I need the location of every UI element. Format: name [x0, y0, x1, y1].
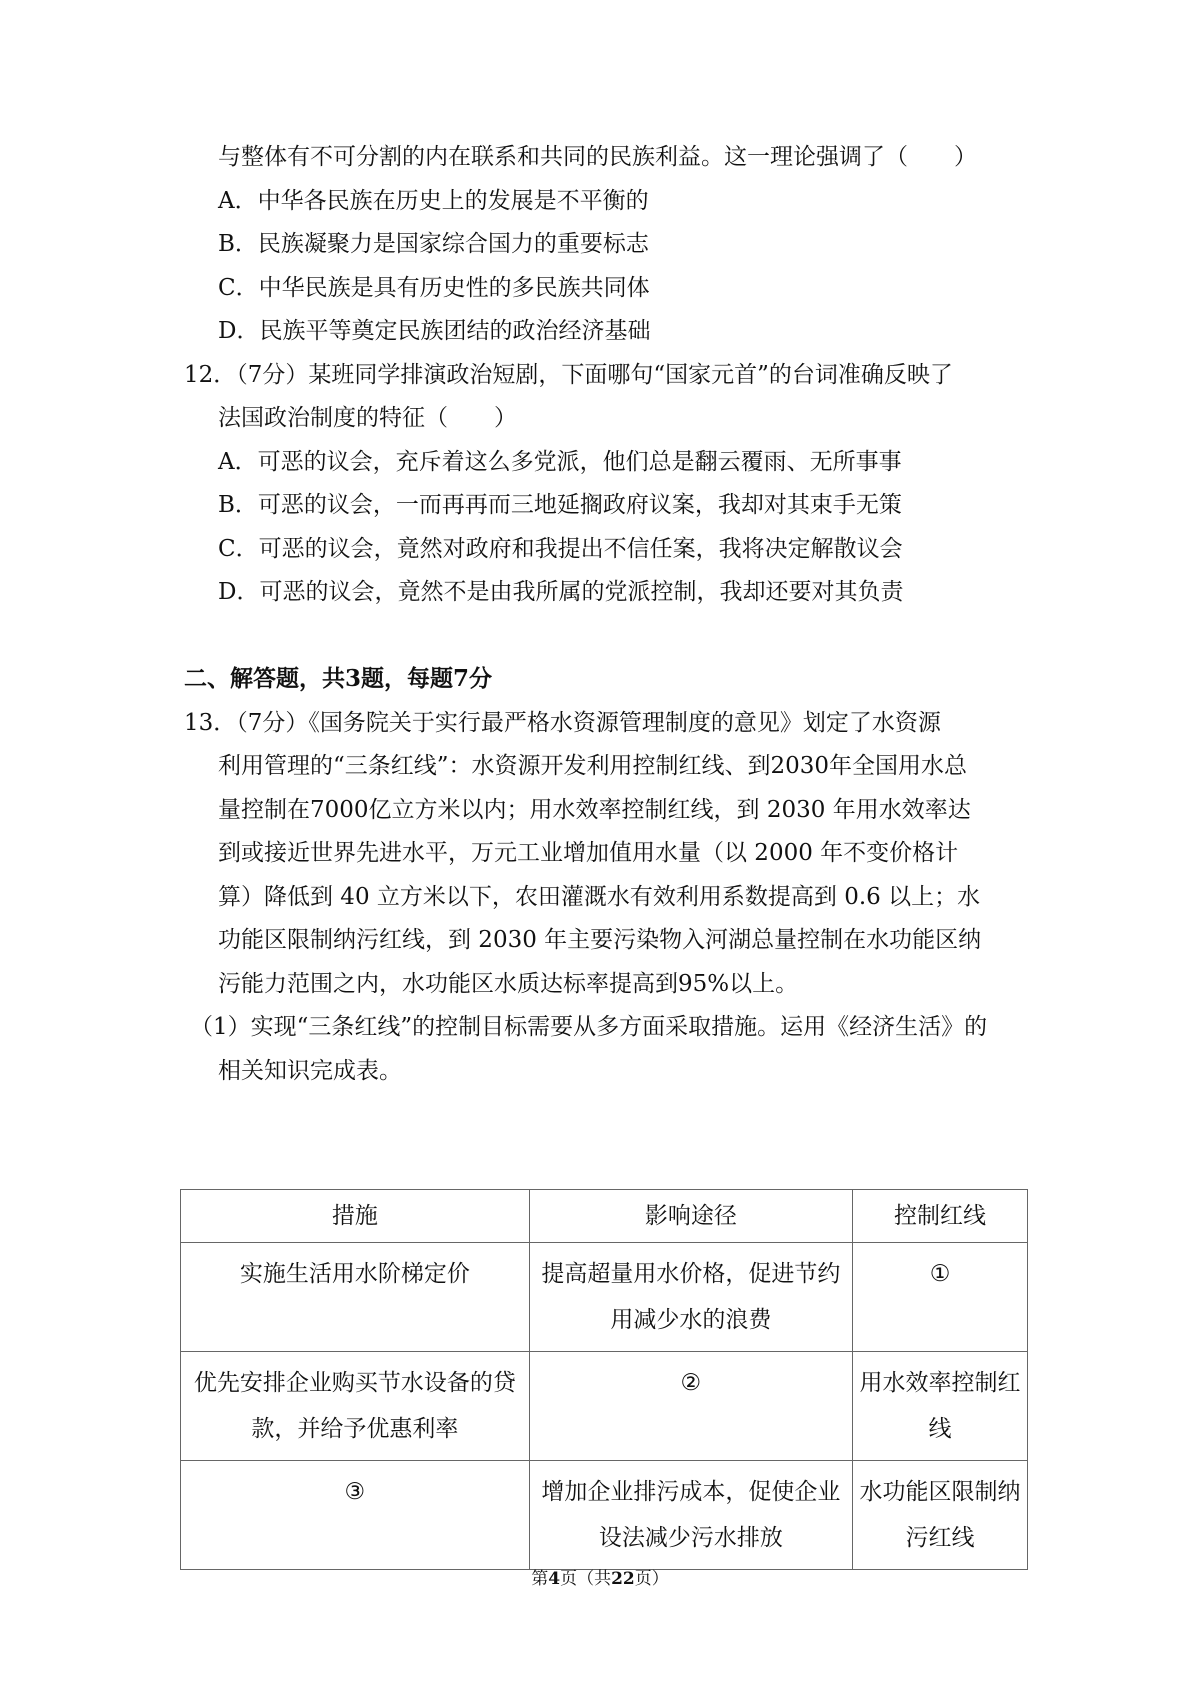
footer-suffix: 页） [634, 1569, 669, 1589]
q12-option-c: C．可恶的议会，竟然对政府和我提出不信任案，我将决定解散议会 [218, 536, 903, 562]
q11-option-d: D．民族平等奠定民族团结的政治经济基础 [218, 318, 651, 344]
q13-stem-line5: 算）降低到 40 立方米以下，农田灌溉水有效利用系数提高到 0.6 以上；水 [218, 884, 981, 910]
q11-stem-continuation: 与整体有不可分割的内在联系和共同的民族利益。这一理论强调了（ ） [218, 144, 977, 170]
q13-stem-line1: 13．（7分）《国务院关于实行最严格水资源管理制度的意见》划定了水资源 [184, 710, 941, 736]
table-cell: ③ [181, 1461, 530, 1570]
table-header-cell: 影响途径 [529, 1190, 852, 1243]
table-header-cell: 控制红线 [853, 1190, 1028, 1243]
table-row [181, 1243, 1028, 1352]
section-heading: 二、解答题，共3题，每题7分 [184, 665, 493, 692]
page-footer [0, 1568, 1200, 1590]
footer-page-number: 4 [548, 1569, 561, 1589]
q11-option-c: C．中华民族是具有历史性的多民族共同体 [218, 275, 650, 301]
answer-table [180, 1189, 1028, 1570]
table-cell: 水功能区限制纳污红线 [853, 1461, 1028, 1570]
q13-stem-line6: 功能区限制纳污红线，到 2030 年主要污染物入河湖总量控制在水功能区纳 [218, 927, 982, 953]
table-cell: ① [853, 1243, 1028, 1352]
table-row [181, 1461, 1028, 1570]
table-cell: ② [529, 1352, 852, 1461]
table-header-cell: 措施 [181, 1190, 530, 1243]
q12-option-b: B．可恶的议会，一而再再而三地延搁政府议案，我却对其束手无策 [218, 492, 902, 518]
q13-stem-line4: 到或接近世界先进水平，万元工业增加值用水量（以 2000 年不变价格计 [218, 840, 959, 866]
q13-sub1-line1: （1）实现“三条红线”的控制目标需要从多方面采取措施。运用《经济生活》的 [190, 1014, 988, 1040]
table-header-row [181, 1190, 1028, 1243]
table-cell: 提高超量用水价格，促进节约用减少水的浪费 [529, 1243, 852, 1352]
footer-total-pages: 22 [611, 1569, 635, 1589]
table-cell: 用水效率控制红线 [853, 1352, 1028, 1461]
table-cell: 实施生活用水阶梯定价 [181, 1243, 530, 1352]
q12-stem-line2: 法国政治制度的特征（ ） [218, 405, 517, 431]
q12-option-d: D．可恶的议会，竟然不是由我所属的党派控制，我却还要对其负责 [218, 579, 904, 605]
table-cell: 增加企业排污成本，促使企业设法减少污水排放 [529, 1461, 852, 1570]
q12-option-a: A．可恶的议会，充斥着这么多党派，他们总是翻云覆雨、无所事事 [218, 449, 902, 475]
footer-prefix: 第 [531, 1569, 549, 1589]
table-row [181, 1352, 1028, 1461]
q12-stem-line1: 12．（7分）某班同学排演政治短剧，下面哪句“国家元首”的台词准确反映了 [184, 362, 953, 388]
q11-option-a: A．中华各民族在历史上的发展是不平衡的 [218, 188, 649, 214]
q13-stem-line3: 量控制在7000亿立方米以内；用水效率控制红线，到 2030 年用水效率达 [218, 797, 971, 823]
footer-mid: 页（共 [560, 1569, 612, 1589]
table-cell: 优先安排企业购买节水设备的贷款，并给予优惠利率 [181, 1352, 530, 1461]
q13-stem-line2: 利用管理的“三条红线”：水资源开发利用控制红线、到2030年全国用水总 [218, 753, 968, 779]
q11-option-b: B．民族凝聚力是国家综合国力的重要标志 [218, 231, 649, 257]
q13-stem-line7: 污能力范围之内，水功能区水质达标率提高到95%以上。 [218, 971, 799, 997]
q13-sub1-line2: 相关知识完成表。 [218, 1058, 402, 1084]
